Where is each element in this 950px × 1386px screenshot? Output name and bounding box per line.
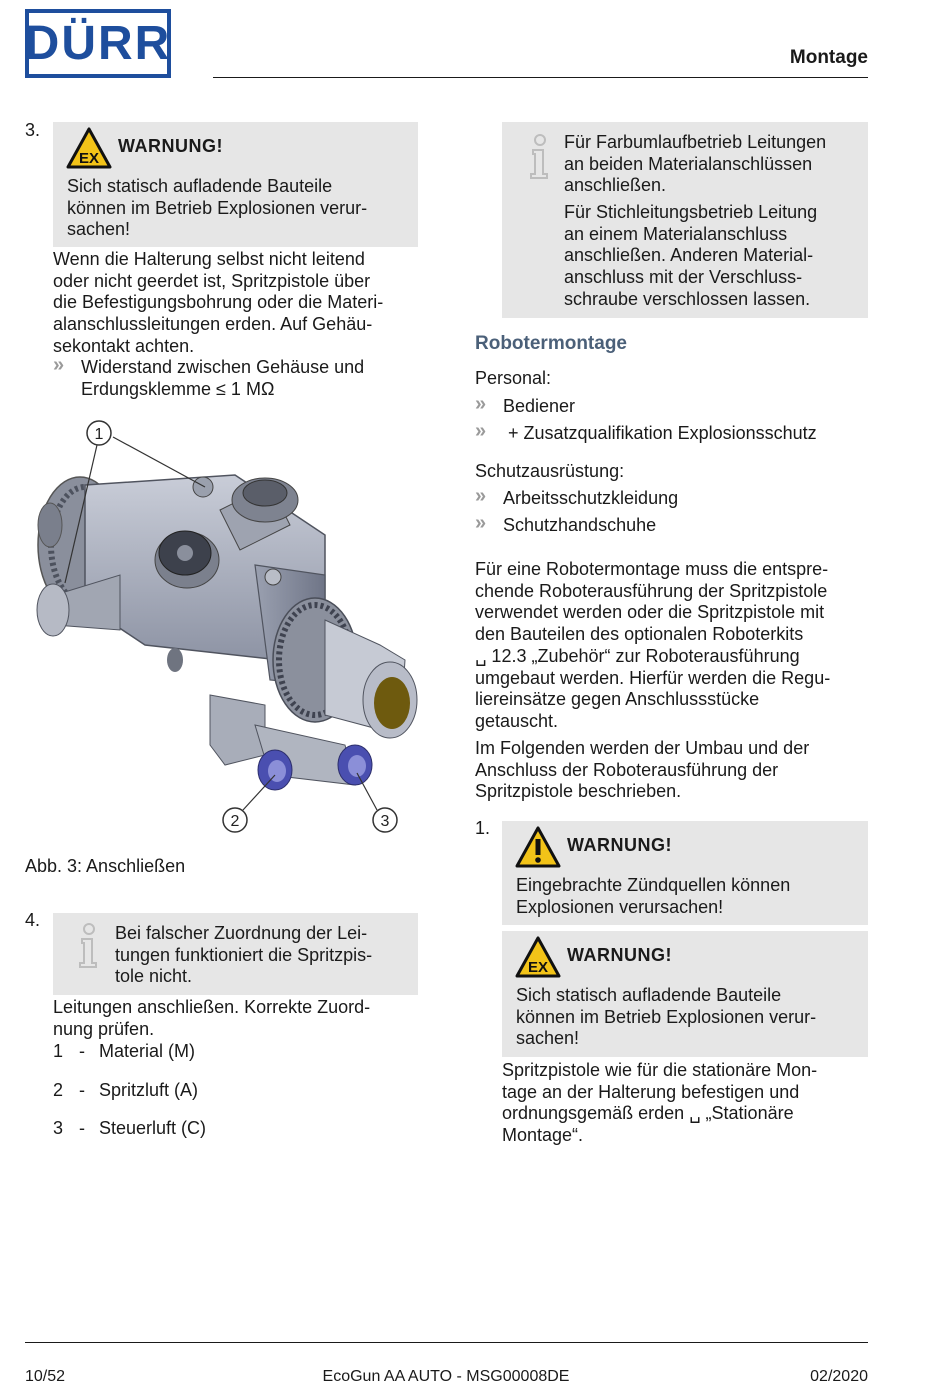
info-line: schraube verschlossen lassen.: [564, 288, 811, 309]
bullet-chevron-icon: »: [475, 512, 487, 534]
bullet-chevron-icon: »: [475, 393, 487, 415]
info-text: [564, 132, 826, 197]
warning-text: Eingebrachte Zündquellen können Explosionen verursachen!: [516, 875, 791, 917]
logo-text: DÜRR: [24, 17, 172, 70]
schutz-item: Arbeitsschutzkleidung: [503, 488, 679, 508]
info-line: an einem Materialanschluss: [564, 223, 788, 244]
svg-text:1: 1: [94, 426, 104, 443]
step4-body: [53, 997, 370, 1040]
warning-title: WARNUNG!: [567, 835, 672, 855]
info-line: anschließen.: [564, 175, 667, 196]
info-icon: [526, 134, 552, 180]
warning-line: Sich statisch aufladende Bauteile: [67, 176, 333, 196]
callout-3: [373, 808, 397, 832]
callout-2: [223, 808, 247, 832]
info-icon: [75, 923, 101, 969]
warning-text: [67, 176, 367, 241]
warning-box: [53, 122, 418, 247]
warning-line: sachen!: [67, 219, 131, 240]
info-line: tungen funktioniert die Spritzpis-: [115, 944, 373, 965]
list-item: 1 - Material (M): [53, 1041, 196, 1061]
info-line: an beiden Materialanschlüssen: [564, 153, 813, 174]
bullet-chevron-icon: »: [475, 485, 487, 507]
info-line: anschluss mit der Verschluss-: [564, 267, 803, 288]
info-line: Bei falscher Zuordnung der Lei-: [115, 923, 368, 943]
result-line: Widerstand zwischen Gehäuse und: [81, 357, 365, 377]
callout-1: [87, 421, 111, 445]
body-line: sekontakt achten.: [53, 335, 195, 356]
info-line: Für Farbumlaufbetrieb Leitungen: [564, 132, 827, 152]
info-text: [115, 923, 372, 988]
list-item: 3 - Steuerluft (C): [53, 1118, 207, 1138]
document-date: 02/2020: [810, 1368, 868, 1385]
info-text: [564, 202, 817, 311]
step3-result: [81, 357, 364, 400]
bullet-chevron-icon: »: [475, 420, 487, 442]
personal-item: + Zusatzqualifikation Explosionsschutz: [503, 423, 817, 443]
svg-text:3: 3: [380, 813, 390, 830]
step-number: 4.: [25, 910, 41, 930]
step1-body: Spritzpistole wie für die stationäre Mon- tage an der Halterung befestigen und ordnungsgemäß erden ␣ „Stationäre Montage“.: [502, 1060, 818, 1146]
info-line: tole nicht.: [115, 966, 193, 987]
cross-reference-link[interactable]: ␣ 12.3 „Zubehör“ zur Roboterausführung: [475, 645, 800, 666]
warning-title: WARNUNG!: [567, 945, 672, 965]
step-number: 3.: [25, 120, 41, 140]
result-line: Erdungsklemme ≤ 1 MΩ: [81, 378, 275, 399]
body-line: Wenn die Halterung selbst nicht leitend: [53, 249, 365, 269]
robot-paragraph: Im Folgenden werden der Umbau und der Anschluss der Roboterausführung der Spritzpistole beschrieben.: [475, 738, 810, 802]
document-id: EcoGun AA AUTO - MSG00008DE: [322, 1368, 570, 1385]
ex-warning-icon: [66, 127, 112, 169]
body-line: oder nicht geerdet ist, Spritzpistole über: [53, 270, 371, 291]
warning-line: können im Betrieb Explosionen verur-: [67, 197, 368, 218]
spray-gun-figure: [25, 415, 425, 840]
step3-body: [53, 249, 383, 358]
schutz-label: Schutzausrüstung:: [475, 461, 625, 481]
list-item: 2 - Spritzluft (A): [53, 1080, 199, 1100]
durr-logo: [25, 9, 171, 78]
callout-line: [243, 775, 275, 810]
svg-text:2: 2: [230, 813, 240, 830]
gun-knob-top: [155, 531, 219, 588]
footer-rule: [25, 1342, 868, 1343]
personal-item: Bediener: [503, 396, 576, 416]
body-line: Leitungen anschließen. Korrekte Zuord-: [53, 997, 371, 1017]
personal-label: Personal:: [475, 368, 552, 388]
header-rule: [213, 77, 868, 78]
info-box: [502, 122, 868, 318]
info-line: anschließen. Anderen Material-: [564, 245, 814, 266]
header-section-title: Montage: [789, 47, 868, 68]
body-line: alanschlussleitungen erden. Auf Gehäu-: [53, 314, 373, 335]
step-number: 1.: [475, 818, 491, 838]
cross-reference-link[interactable]: ordnungsgemäß erden ␣ „Stationäre: [502, 1103, 794, 1124]
robot-paragraph: Für eine Robotermontage muss die entspre- chende Roboterausführung der Spritzpistole verwendet werden oder die Spritzpistole mit den Bauteilen des optionalen Roboterkits ␣ 12.3 „Zubehör“ zur Roboterausführung umgebaut werden. Hierfür werden die Regu- liereinsätze gegen Anschlussstücke getauscht.: [475, 559, 831, 731]
warning-box: [502, 821, 868, 925]
ex-warning-icon: [515, 936, 561, 978]
info-box: [53, 913, 418, 995]
figure-caption: Abb. 3: Anschließen: [25, 856, 186, 876]
info-line: Für Stichleitungsbetrieb Leitung: [564, 202, 818, 222]
warning-title: WARNUNG!: [118, 136, 223, 156]
schutz-item: Schutzhandschuhe: [503, 515, 657, 535]
warning-text: Sich statisch aufladende Bauteile können im Betrieb Explosionen verur- sachen!: [516, 985, 817, 1049]
result-chevron-icon: »: [53, 354, 65, 376]
body-line: die Befestigungsbohrung oder die Materi-: [53, 292, 384, 313]
exclamation-warning-icon: [515, 826, 561, 868]
page-number: 10/52: [25, 1368, 66, 1385]
body-line: nung prüfen.: [53, 1018, 155, 1039]
gun-nozzle-front: [273, 598, 417, 738]
section-heading: Robotermontage: [475, 333, 627, 354]
svg-text:EX: EX: [527, 959, 549, 976]
warning-box: [502, 931, 868, 1057]
svg-text:EX: EX: [78, 150, 100, 167]
